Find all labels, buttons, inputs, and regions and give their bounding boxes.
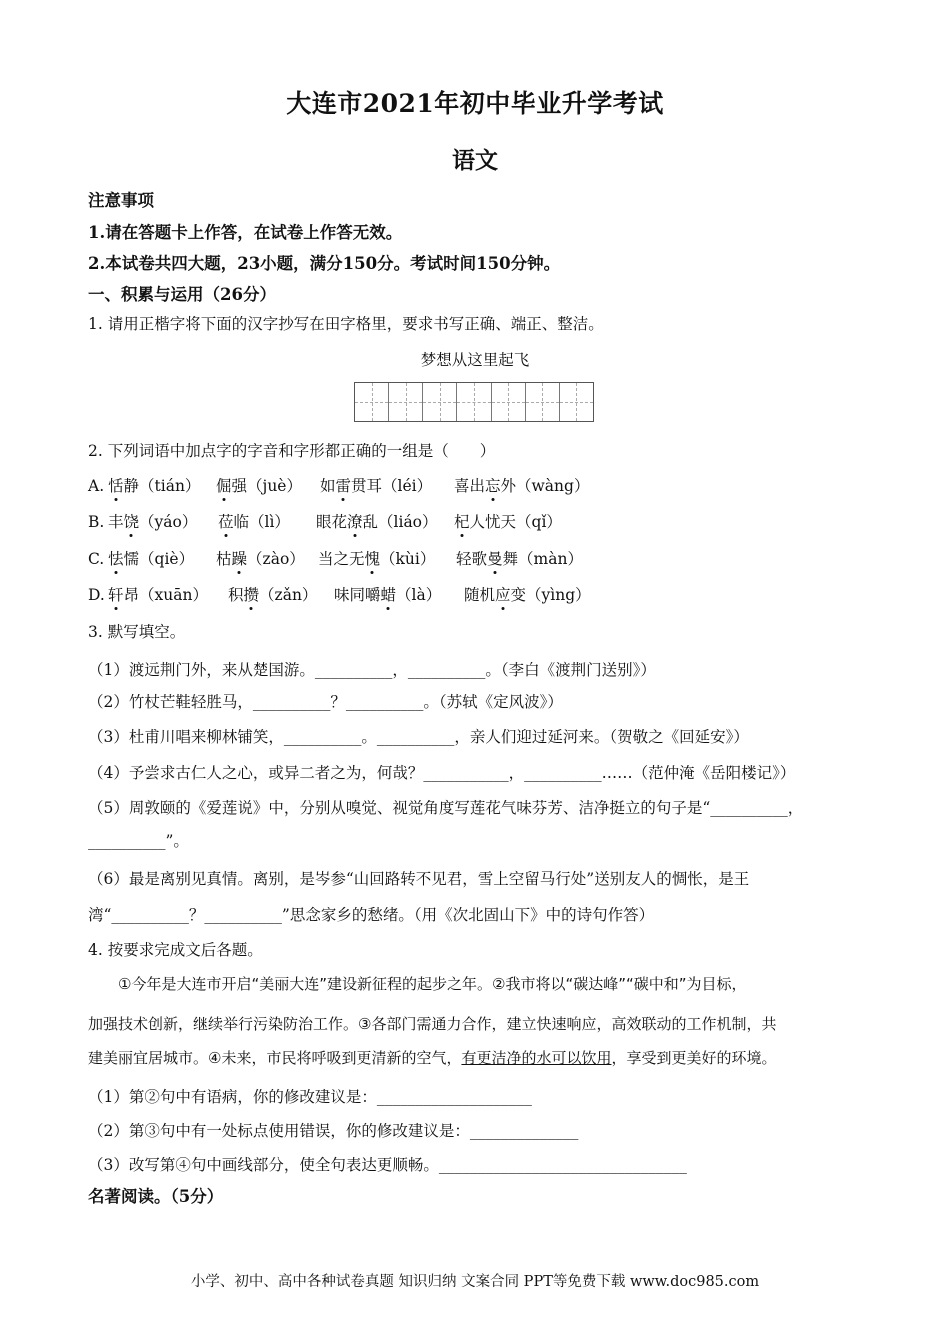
- q3-line-6: （6）最是离别见真情。离别，是岑参“山回路转不见君，雪上空留马行处”送别友人的惆怅，是王: [88, 870, 750, 888]
- question-3: 3. 默写填空。: [88, 623, 186, 641]
- word-prefix: 当之无: [318, 550, 365, 568]
- option-word: [216, 475, 302, 497]
- q3-line-4: （4）予尝求古仁人之心，或异二者之为，何哉？___________，__________……（范仲淹《岳阳楼记》）: [88, 764, 796, 782]
- q4-sub-3: （3）改写第④句中画线部分，使全句表达更顺畅。________________________________: [88, 1156, 687, 1174]
- notice-item-2: 2.本试卷共四大题，23小题，满分150分。考试时间150分钟。: [88, 254, 561, 273]
- dotted-character: 曼: [487, 550, 503, 568]
- dotted-character: 莅: [218, 513, 234, 531]
- tianzige-grid[interactable]: [354, 382, 594, 422]
- dotted-character: 躁: [231, 550, 248, 568]
- copy-phrase: 梦想从这里起飞: [420, 351, 530, 369]
- word-suffix: 外（wàng）: [500, 477, 590, 495]
- word-prefix: 喜出: [454, 477, 486, 495]
- passage-line-3: [88, 1047, 776, 1069]
- grid-cell[interactable]: [492, 383, 526, 421]
- option-word: [228, 584, 317, 606]
- word-suffix: （kùi）: [380, 550, 436, 568]
- q3-line-2: （2）竹杖芒鞋轻胜马，__________？__________。（苏轼《定风波》）: [88, 693, 563, 711]
- word-suffix: （yáo）: [139, 513, 198, 531]
- option-word: [108, 511, 197, 533]
- question-2: 2. 下列词语中加点字的字音和字形都正确的一组是（ ）: [88, 442, 496, 460]
- grid-cell[interactable]: [526, 383, 560, 421]
- word-suffix: 临（lì）: [233, 513, 290, 531]
- q3-line-6-cont: 湾“__________？__________”思念家乡的愁绪。（用《次北固山下》中的诗句作答）: [88, 906, 655, 924]
- word-prefix: 枯: [216, 550, 232, 568]
- grid-cell[interactable]: [389, 383, 423, 421]
- word-prefix: 轻歌: [456, 550, 488, 568]
- option-label[interactable]: D.: [88, 586, 105, 604]
- exam-subject: 语文: [452, 147, 498, 174]
- dotted-character: 倔: [216, 477, 232, 495]
- word-suffix: （zào）: [247, 550, 305, 568]
- dotted-character: 攒: [243, 586, 260, 604]
- option-word: [216, 548, 305, 570]
- option-word: [454, 511, 562, 533]
- grid-cell[interactable]: [560, 383, 593, 421]
- q3-line-5: （5）周敦颐的《爱莲说》中，分别从嗅觉、视觉角度写莲花气味芬芳、洁净挺立的句子是“__________，: [88, 799, 804, 817]
- option-word: [334, 584, 441, 606]
- section-2-heading: 名著阅读。（5分）: [88, 1187, 224, 1206]
- dotted-character: 愧: [364, 550, 381, 568]
- passage-line-2: 加强技术创新，继续举行污染防治工作。③各部门需通力合作，建立快速响应，高效联动的工作机制，共: [88, 1015, 777, 1033]
- word-suffix: （zǎn）: [259, 586, 318, 604]
- dotted-character: 潦: [347, 513, 363, 531]
- word-prefix: 如: [320, 477, 336, 495]
- option-word: [108, 475, 200, 497]
- passage-line-3-pre: 建美丽宜居城市。④未来，市民将呼吸到更清新的空气，: [88, 1049, 462, 1067]
- word-prefix: 丰: [108, 513, 124, 531]
- page-footer[interactable]: 小学、初中、高中各种试卷真题 知识归纳 文案合同 PPT等免费下载 www.doc985.com: [190, 1274, 760, 1290]
- notice-heading: 注意事项: [88, 191, 154, 210]
- option-label[interactable]: A.: [88, 477, 105, 495]
- word-prefix: 随机: [464, 586, 496, 604]
- option-word: [318, 548, 435, 570]
- word-suffix: 懦（qiè）: [123, 550, 195, 568]
- grid-cell[interactable]: [355, 383, 389, 421]
- option-word: [316, 511, 438, 533]
- grid-cell[interactable]: [423, 383, 457, 421]
- option-word: [456, 548, 583, 570]
- q4-sub-2: （2）第③句中有一处标点使用错误，你的修改建议是：______________: [88, 1122, 579, 1140]
- passage-line-1: ①今年是大连市开启“美丽大连”建设新征程的起步之年。②我市将以“碳达峰”“碳中和”为目标，: [118, 975, 747, 993]
- dotted-character: 雷: [335, 477, 352, 495]
- word-prefix: 眼花: [316, 513, 348, 531]
- word-suffix: 强（juè）: [231, 477, 302, 495]
- option-word: [108, 584, 208, 606]
- passage-line-3-post: ，享受到更美好的环境。: [611, 1049, 777, 1067]
- grid-cell[interactable]: [457, 383, 491, 421]
- option-label[interactable]: B.: [88, 513, 105, 531]
- q3-line-5-cont: __________”。: [88, 832, 189, 850]
- word-suffix: 昂（xuān）: [123, 586, 208, 604]
- word-suffix: 舞（màn）: [502, 550, 583, 568]
- word-suffix: 人忧天（qǐ）: [469, 513, 562, 531]
- dotted-character: 蜡: [380, 586, 397, 604]
- dotted-character: 轩: [108, 586, 124, 604]
- word-suffix: 变（yìng）: [510, 586, 591, 604]
- word-suffix: 乱（liáo）: [362, 513, 438, 531]
- option-label[interactable]: C.: [88, 550, 105, 568]
- q4-sub-1: （1）第②句中有语病，你的修改建议是：____________________: [88, 1088, 532, 1106]
- dotted-character: 饶: [123, 513, 140, 531]
- section-1-heading: 一、积累与运用（26分）: [88, 285, 276, 304]
- option-word: [454, 475, 589, 497]
- dotted-character: 忘: [485, 477, 501, 495]
- passage-underlined: 有更洁净的水可以饮用: [461, 1049, 612, 1067]
- question-4: 4. 按要求完成文后各题。: [88, 941, 263, 959]
- option-word: [464, 584, 591, 606]
- option-word: [218, 511, 290, 533]
- exam-title: 大连市2021年初中毕业升学考试: [286, 89, 664, 118]
- dotted-character: 恬: [108, 477, 124, 495]
- notice-item-1: 1.请在答题卡上作答，在试卷上作答无效。: [88, 223, 403, 242]
- word-suffix: （là）: [396, 586, 442, 604]
- option-word: [108, 548, 194, 570]
- word-prefix: 味同嚼: [334, 586, 381, 604]
- dotted-character: 杞: [454, 513, 470, 531]
- dotted-character: 应: [495, 586, 511, 604]
- q3-line-3: （3）杜甫川唱来柳林铺笑，__________。__________，亲人们迎过延河来。（贺敬之《回延安》）: [88, 728, 749, 746]
- word-suffix: 贯耳（léi）: [351, 477, 433, 495]
- dotted-character: 怯: [108, 550, 124, 568]
- question-1: 1. 请用正楷字将下面的汉字抄写在田字格里，要求书写正确、端正、整洁。: [88, 315, 604, 333]
- q3-line-1: （1）渡远荆门外，来从楚国游。__________，__________。（李白《渡荆门送别》）: [88, 661, 656, 679]
- word-suffix: 静（tián）: [123, 477, 201, 495]
- option-word: [320, 475, 432, 497]
- word-prefix: 积: [228, 586, 244, 604]
